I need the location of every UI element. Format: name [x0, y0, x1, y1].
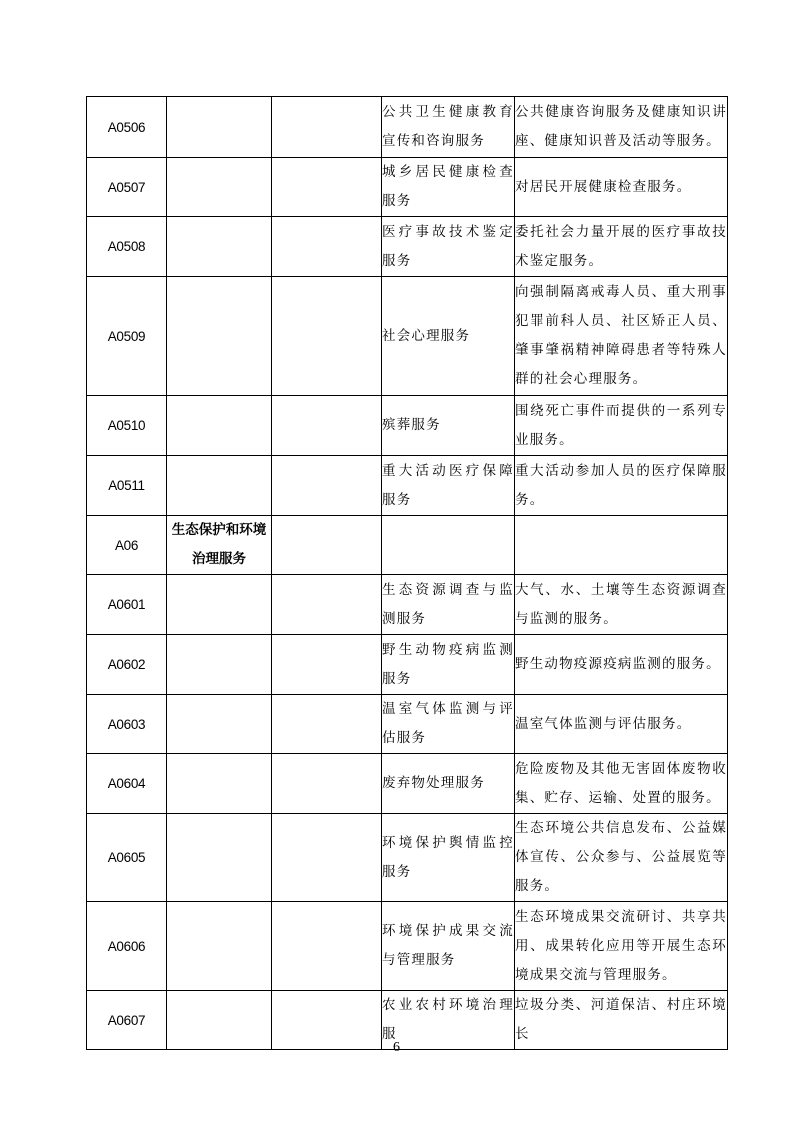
row-subcategory [272, 158, 382, 217]
table-row [87, 754, 728, 814]
row-service-name: 温室气体监测与评估服务 [382, 695, 515, 754]
row-code: A0607 [87, 991, 167, 1050]
service-catalog-table [86, 96, 728, 1050]
row-description: 围绕死亡事件而提供的一系列专业服务。 [515, 396, 728, 456]
row-code: A0510 [87, 396, 167, 456]
row-description: 大气、水、土壤等生态资源调查与监测的服务。 [515, 575, 728, 635]
row-service-name: 环境保护成果交流与管理服务 [382, 902, 515, 991]
row-description: 对居民开展健康检查服务。 [515, 158, 728, 217]
row-service-name: 公共卫生健康教育宣传和咨询服务 [382, 97, 515, 158]
row-description: 公共健康咨询服务及健康知识讲座、健康知识普及活动等服务。 [515, 97, 728, 158]
row-code: A0604 [87, 754, 167, 814]
row-service-name: 城乡居民健康检查服务 [382, 158, 515, 217]
row-code: A0509 [87, 277, 167, 396]
row-category [167, 754, 272, 814]
row-code: A0508 [87, 217, 167, 277]
row-code: A0603 [87, 695, 167, 754]
row-service-name: 环境保护舆情监控服务 [382, 814, 515, 902]
table-row [87, 902, 728, 991]
row-subcategory [272, 97, 382, 158]
row-category [167, 396, 272, 456]
row-category [167, 97, 272, 158]
row-subcategory [272, 575, 382, 635]
row-category [167, 814, 272, 902]
table-row [87, 635, 728, 695]
row-code: A06 [87, 516, 167, 575]
row-description: 生态环境公共信息发布、公益媒体宣传、公众参与、公益展览等服务。 [515, 814, 728, 902]
row-category [167, 575, 272, 635]
row-category [167, 158, 272, 217]
row-category [167, 902, 272, 991]
row-subcategory [272, 902, 382, 991]
row-service-name: 医疗事故技术鉴定服务 [382, 217, 515, 277]
row-subcategory [272, 217, 382, 277]
row-description: 生态环境成果交流研讨、共享共用、成果转化应用等开展生态环境成果交流与管理服务。 [515, 902, 728, 991]
row-description: 重大活动参加人员的医疗保障服务。 [515, 456, 728, 516]
row-code: A0511 [87, 456, 167, 516]
row-service-name: 社会心理服务 [382, 277, 515, 396]
row-subcategory [272, 456, 382, 516]
table-row [87, 695, 728, 754]
page-number: 6 [393, 1040, 400, 1055]
row-code: A0507 [87, 158, 167, 217]
row-service-name: 废弃物处理服务 [382, 754, 515, 814]
row-description: 委托社会力量开展的医疗事故技术鉴定服务。 [515, 217, 728, 277]
row-code: A0602 [87, 635, 167, 695]
row-description: 野生动物疫源疫病监测的服务。 [515, 635, 728, 695]
table-row [87, 575, 728, 635]
row-code: A0605 [87, 814, 167, 902]
row-subcategory [272, 516, 382, 575]
row-description: 垃圾分类、河道保洁、村庄环境长 [515, 991, 728, 1050]
table-row [87, 158, 728, 217]
row-description: 危险废物及其他无害固体废物收集、贮存、运输、处置的服务。 [515, 754, 728, 814]
row-subcategory [272, 695, 382, 754]
row-subcategory [272, 277, 382, 396]
table-row [87, 217, 728, 277]
row-service-name: 生态资源调查与监测服务 [382, 575, 515, 635]
row-subcategory [272, 754, 382, 814]
row-subcategory [272, 814, 382, 902]
row-service-name: 野生动物疫病监测服务 [382, 635, 515, 695]
row-category [167, 456, 272, 516]
row-category [167, 217, 272, 277]
row-category [167, 635, 272, 695]
row-category: 生态保护和环境治理服务 [167, 516, 272, 575]
table-row [87, 814, 728, 902]
table-row [87, 396, 728, 456]
row-service-name: 重大活动医疗保障服务 [382, 456, 515, 516]
table-row [87, 516, 728, 575]
row-description: 向强制隔离戒毒人员、重大刑事犯罪前科人员、社区矫正人员、肇事肇祸精神障碍患者等特殊人群的社会心理服务。 [515, 277, 728, 396]
table-row [87, 97, 728, 158]
row-subcategory [272, 635, 382, 695]
row-category [167, 695, 272, 754]
row-service-name: 殡葬服务 [382, 396, 515, 456]
row-description: 温室气体监测与评估服务。 [515, 695, 728, 754]
table-row [87, 456, 728, 516]
row-description [515, 516, 728, 575]
row-code: A0606 [87, 902, 167, 991]
row-subcategory [272, 396, 382, 456]
row-code: A0601 [87, 575, 167, 635]
row-category [167, 277, 272, 396]
table-row [87, 277, 728, 396]
row-service-name [382, 516, 515, 575]
row-code: A0506 [87, 97, 167, 158]
row-service-name: 农业农村环境治理服 [382, 991, 515, 1050]
